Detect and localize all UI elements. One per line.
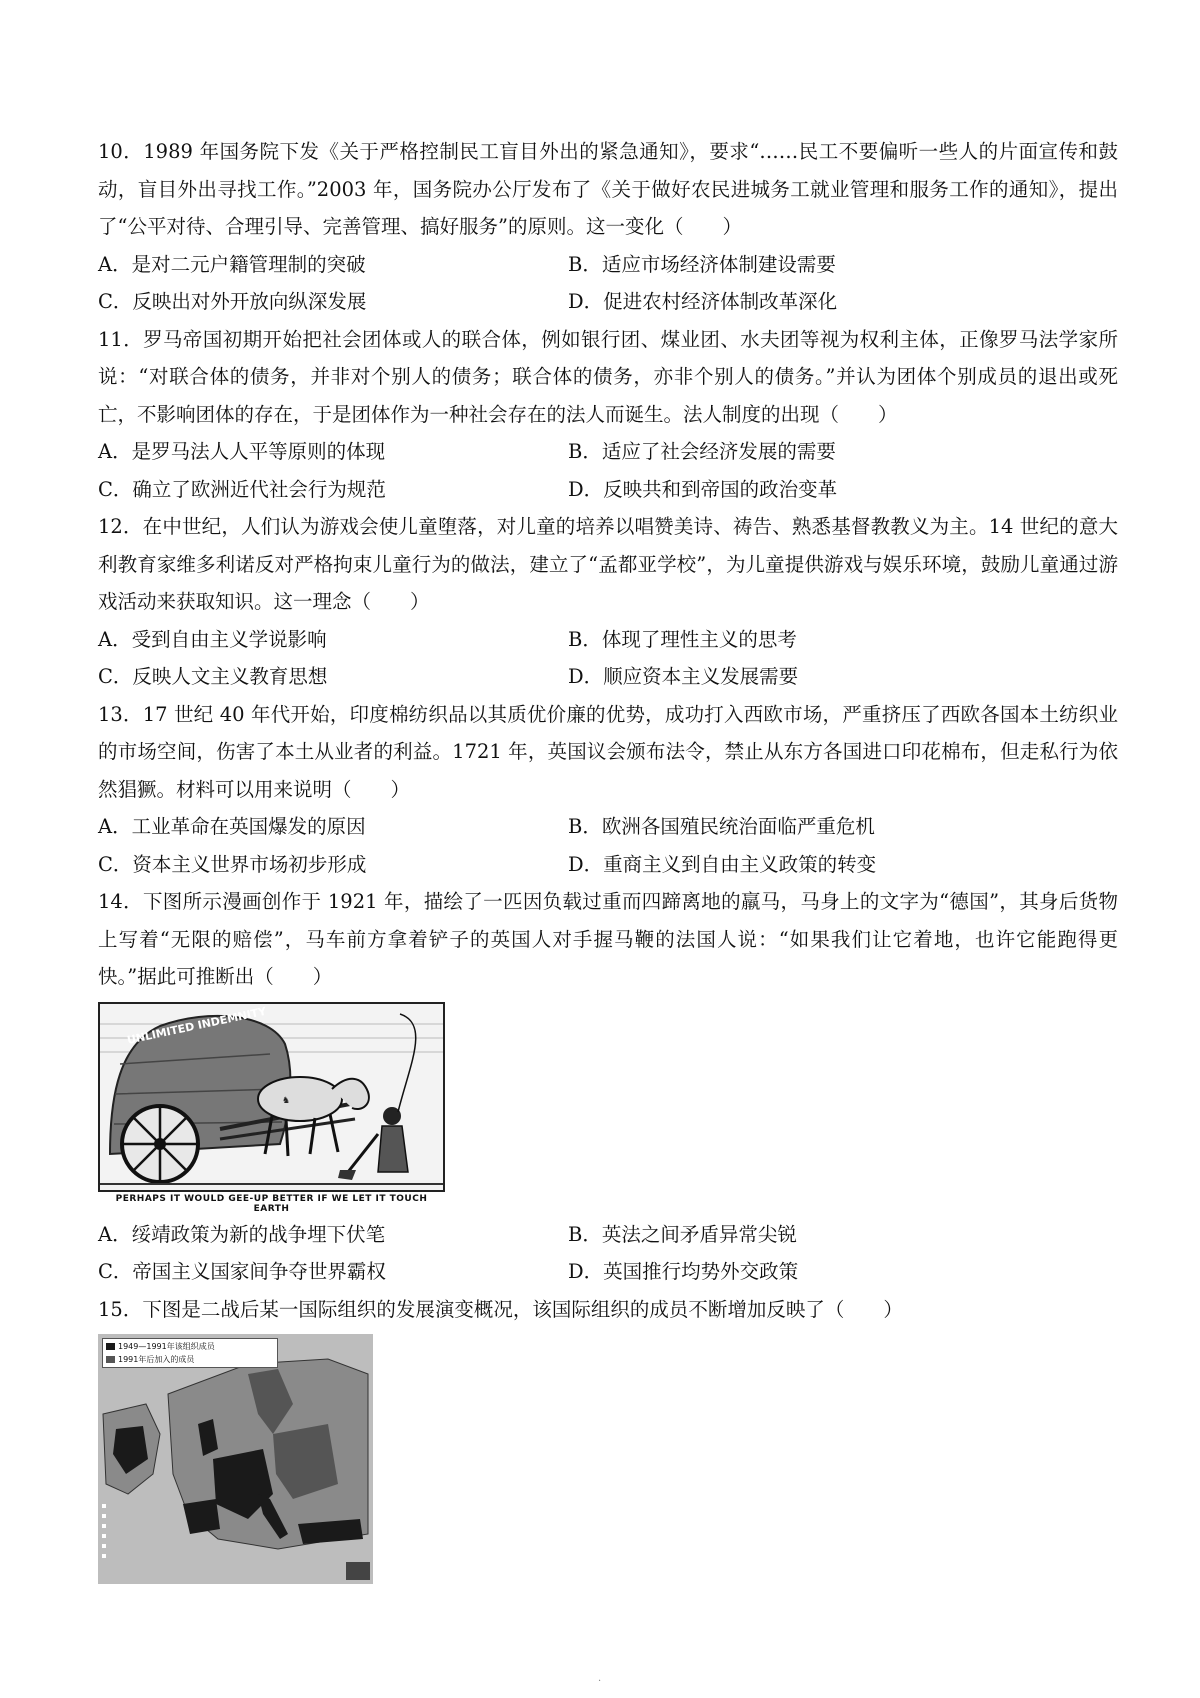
option-c[interactable]: C．确立了欧洲近代社会行为规范 [98, 477, 386, 501]
question-stem: 14．下图所示漫画创作于 1921 年，描绘了一匹因负载过重而四蹄离地的羸马，马身上的文字为“德国”，其身后货物上写着“无限的赔偿”，马车前方拿着铲子的英国人对手握马鞭的法国人说：“如果我们让它着地，也许它能跑得更快。”据此可推断出（ ） [98, 890, 1118, 988]
legend-swatch [106, 1343, 115, 1350]
options [98, 246, 1118, 321]
cartoon-drawing [100, 1004, 443, 1190]
legend-label: 1991年后加入的成员 [118, 1355, 195, 1364]
option-a[interactable]: A．受到自由主义学说影响 [98, 627, 327, 651]
option-a[interactable]: A．是对二元户籍管理制的突破 [98, 252, 366, 276]
question-list [98, 133, 1118, 1584]
map-drawing [98, 1334, 373, 1584]
option-d[interactable]: D．反映共和到帝国的政治变革 [568, 477, 838, 501]
question-13 [98, 696, 1118, 884]
option-a[interactable]: A．绥靖政策为新的战争埋下伏笔 [98, 1222, 386, 1246]
question-14 [98, 883, 1118, 1291]
question-stem: 12．在中世纪，人们认为游戏会使儿童堕落，对儿童的培养以唱赞美诗、祷告、熟悉基督教教义为主。14 世纪的意大利教育家维多利诺反对严格拘束儿童行为的做法，建立了“孟都亚学校”，为儿童提供游戏与娱乐环境，鼓励儿童通过游戏活动来获取知识。这一理念（ ） [98, 515, 1118, 613]
question-stem: 15．下图是二战后某一国际组织的发展演变概况，该国际组织的成员不断增加反映了（ ） [98, 1297, 903, 1321]
option-b[interactable]: B．适应了社会经济发展的需要 [568, 440, 836, 463]
question-stem: 11．罗马帝国初期开始把社会团体或人的联合体，例如银行团、煤业团、水夫团等视为权利主体，正像罗马法学家所说：“对联合体的债务，并非对个别人的债务；联合体的债务，亦非个别人的债务。”并认为团体个别成员的退出或死亡，不影响团体的存在，于是团体作为一种社会存在的法人而诞生。法人制度的出现（ ） [98, 327, 1118, 426]
option-d[interactable]: D．促进农村经济体制改革深化 [568, 290, 838, 313]
option-b[interactable]: B．适应市场经济体制建设需要 [568, 252, 836, 276]
option-b[interactable]: B．欧洲各国殖民统治面临严重危机 [568, 815, 875, 838]
option-c[interactable]: C．资本主义世界市场初步形成 [98, 852, 367, 876]
horse-text-icon: ♞ [282, 1095, 291, 1106]
option-b[interactable]: B．英法之间矛盾异常尖锐 [568, 1222, 797, 1246]
option-c[interactable]: C．帝国主义国家间争夺世界霸权 [98, 1260, 386, 1283]
legend-swatch [106, 1356, 115, 1363]
options [98, 1216, 1118, 1291]
question-12 [98, 508, 1118, 696]
options [98, 808, 1118, 883]
option-d[interactable]: D．顺应资本主义发展需要 [568, 665, 799, 688]
page-footer-mark: · [598, 1676, 602, 1687]
legend-item [106, 1340, 274, 1353]
option-d[interactable]: D．英国推行均势外交政策 [568, 1260, 799, 1283]
legend-item [106, 1353, 274, 1366]
cartoon-caption: PERHAPS IT WOULD GEE-UP BETTER IF WE LET IT TOUCH EARTH [115, 1193, 428, 1214]
legend-label: 1949—1991年该组织成员 [118, 1342, 215, 1351]
question-15 [98, 1291, 1118, 1585]
cartoon-image [98, 1002, 445, 1192]
cartoon-figure [98, 1002, 1118, 1214]
organization-map [98, 1334, 373, 1584]
question-stem: 10．1989 年国务院下发《关于严格控制民工盲目外出的紧急通知》，要求“……民工不要偏听一些人的片面宣传和鼓动，盲目外出寻找工作。”2003 年，国务院办公厅发布了《关于做好农民进城务工就业管理和服务工作的通知》，提出了“公平对待、合理引导、完善管理、搞好服务”的原则。这一变化（ ） [98, 140, 1118, 238]
question-stem: 13．17 世纪 40 年代开始，印度棉纺织品以其质优价廉的优势，成功打入西欧市场，严重挤压了西欧各国本土纺织业的市场空间，伤害了本土从业者的利益。1721 年，英国议会颁布法令，禁止从东方各国进口印花棉布，但走私行为依然猖獗。材料可以用来说明（ ） [98, 702, 1118, 801]
options [98, 433, 1118, 508]
option-b[interactable]: B．体现了理性主义的思考 [568, 627, 797, 651]
map-legend [102, 1338, 278, 1368]
options [98, 621, 1118, 696]
option-d[interactable]: D．重商主义到自由主义政策的转变 [568, 852, 877, 876]
question-11 [98, 321, 1118, 509]
cart-load-label: UNLIMITED INDEMNITY [125, 1004, 268, 1047]
option-c[interactable]: C．反映出对外开放向纵深发展 [98, 290, 367, 313]
option-a[interactable]: A．工业革命在英国爆发的原因 [98, 815, 366, 838]
option-c[interactable]: C．反映人文主义教育思想 [98, 665, 328, 688]
question-10 [98, 133, 1118, 321]
option-a[interactable]: A．是罗马法人人平等原则的体现 [98, 440, 386, 463]
